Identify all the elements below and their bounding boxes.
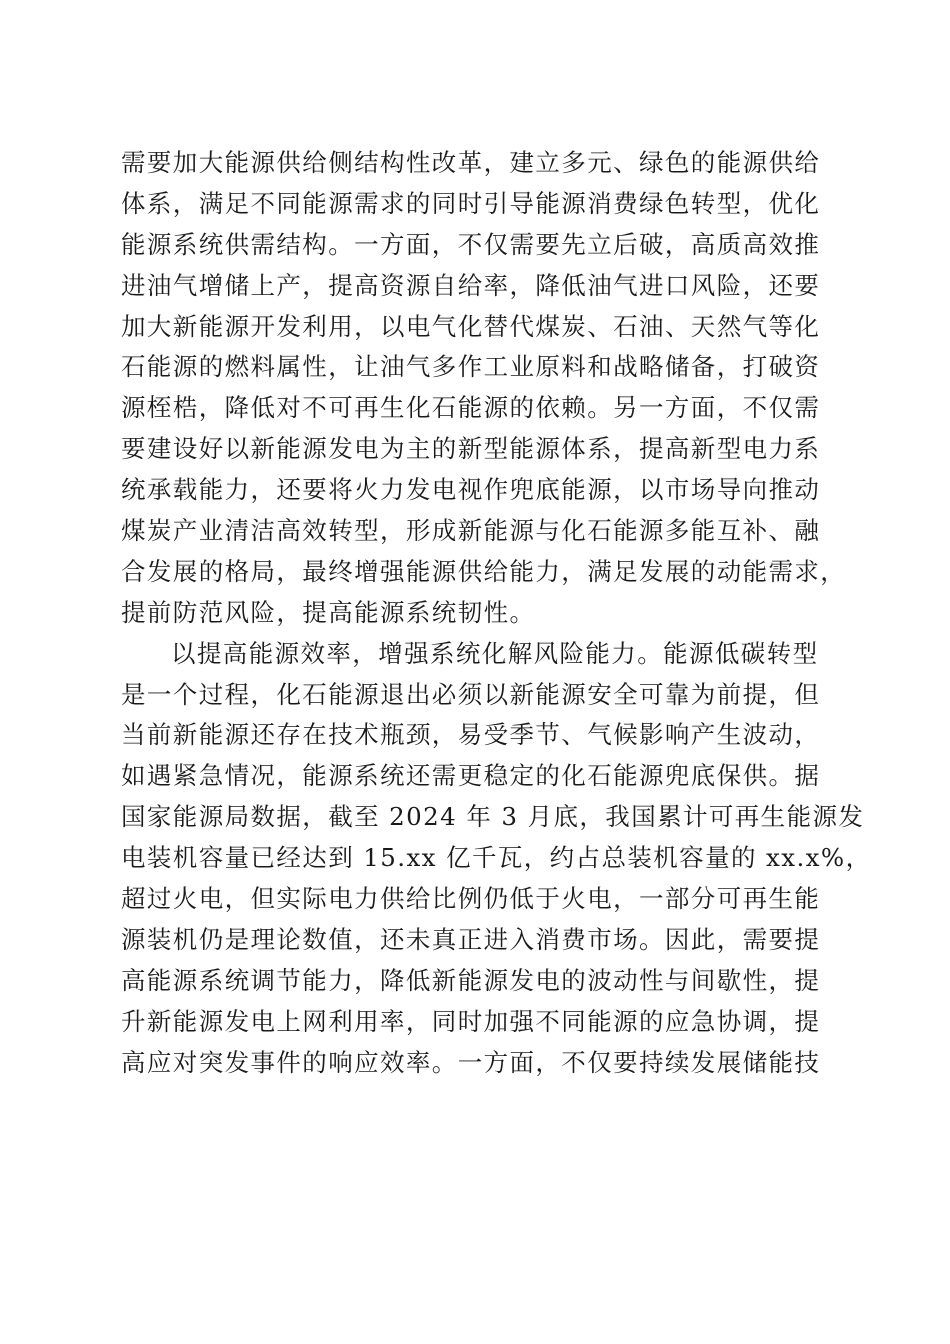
paragraph-2-line-8: 源装机仍是理论数值，还未真正进入消费市场。因此，需要提 bbox=[121, 924, 821, 954]
paragraph-2-line-7: 超过火电，但实际电力供给比例仍低于火电，一部分可再生能 bbox=[121, 884, 821, 914]
paragraph-1-line-9: 统承载能力，还要将火力发电视作兜底能源，以市场导向推动 bbox=[121, 475, 821, 505]
paragraph-2-line-5: 国家能源局数据，截至 2024 年 3 月底，我国累计可再生能源发 bbox=[121, 802, 865, 832]
paragraph-2-line-1: 以提高能源效率，增强系统化解风险能力。能源低碳转型 bbox=[171, 638, 819, 668]
paragraph-2-line-6: 电装机容量已经达到 15.xx 亿千瓦，约占总装机容量的 xx.x%， bbox=[121, 843, 872, 873]
paragraph-1-line-5: 加大新能源开发利用，以电气化替代煤炭、石油、天然气等化 bbox=[121, 311, 821, 341]
paragraph-1-line-3: 能源系统供需结构。一方面，不仅需要先立后破，高质高效推 bbox=[121, 229, 821, 259]
paragraph-1-line-1: 需要加大能源供给侧结构性改革，建立多元、绿色的能源供给 bbox=[121, 148, 821, 177]
paragraph-2-line-10: 升新能源发电上网利用率，同时加强不同能源的应急协调，提 bbox=[121, 1006, 821, 1036]
paragraph-1-line-4: 进油气增储上产，提高资源自给率，降低油气进口风险，还要 bbox=[121, 270, 821, 300]
paragraph-1-line-11: 合发展的格局，最终增强能源供给能力，满足发展的动能需求， bbox=[121, 556, 847, 586]
paragraph-2-line-4: 如遇紧急情况，能源系统还需更稳定的化石能源兜底保供。据 bbox=[121, 761, 821, 791]
paragraph-1-line-2: 体系，满足不同能源需求的同时引导能源消费绿色转型，优化 bbox=[121, 188, 821, 218]
paragraph-1-line-8: 要建设好以新能源发电为主的新型能源体系，提高新型电力系 bbox=[121, 434, 821, 464]
paragraph-1-line-7: 源桎梏，降低对不可再生化石能源的依赖。另一方面，不仅需 bbox=[121, 393, 821, 423]
paragraph-2-line-3: 当前新能源还存在技术瓶颈，易受季节、气候影响产生波动， bbox=[121, 720, 821, 750]
paragraph-2-line-11: 高应对突发事件的响应效率。一方面，不仅要持续发展储能技 bbox=[121, 1047, 821, 1077]
paragraph-1-line-10: 煤炭产业清洁高效转型，形成新能源与化石能源多能互补、融 bbox=[121, 516, 821, 546]
paragraph-1-line-6: 石能源的燃料属性，让油气多作工业原料和战略储备，打破资 bbox=[121, 352, 821, 382]
paragraph-2-line-9: 高能源系统调节能力，降低新能源发电的波动性与间歇性，提 bbox=[121, 965, 821, 995]
body-text bbox=[121, 143, 872, 1083]
paragraph-1-line-12: 提前防范风险，提高能源系统韧性。 bbox=[121, 597, 536, 627]
paragraph-2-line-2: 是一个过程，化石能源退出必须以新能源安全可靠为前提，但 bbox=[121, 679, 821, 709]
